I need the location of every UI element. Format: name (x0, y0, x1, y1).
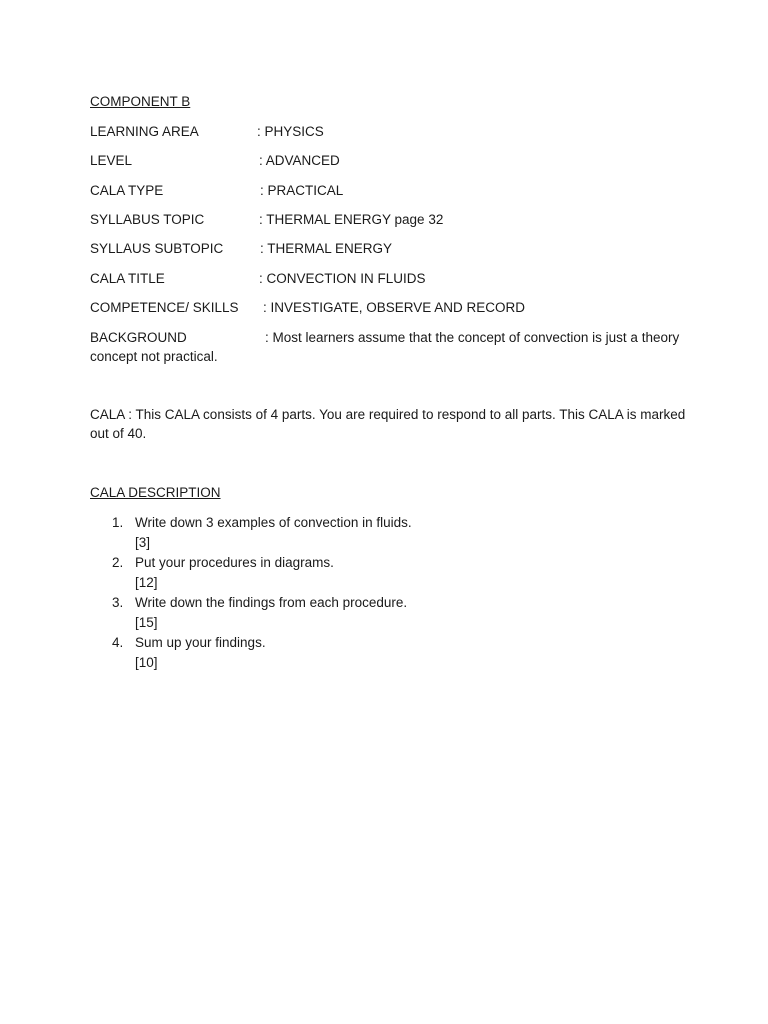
task-number: 4. (112, 635, 124, 650)
task-number: 3. (112, 595, 124, 610)
field-label: SYLLAUS SUBTOPIC (90, 241, 224, 256)
task-marks: [15] (135, 615, 158, 630)
field-level (90, 153, 690, 173)
field-learning-area (90, 124, 690, 144)
task-marks: [3] (135, 535, 151, 550)
field-value: : PRACTICAL (260, 183, 344, 198)
field-value: : THERMAL ENERGY (260, 241, 393, 256)
field-syllabus-topic (90, 212, 690, 232)
field-value: : Most learners assume that the concept of convection is just a theory (265, 330, 680, 345)
field-label: CALA TITLE (90, 271, 165, 286)
field-syllabus-subtopic (90, 241, 690, 261)
field-label: COMPETENCE/ SKILLS (90, 300, 239, 315)
field-value: : ADVANCED (259, 153, 340, 168)
task-text: Put your procedures in diagrams. (135, 555, 334, 570)
field-label: LEVEL (90, 153, 133, 168)
task-text: Sum up your findings. (135, 635, 266, 650)
task-number: 2. (112, 555, 124, 570)
field-cala-type (90, 183, 690, 203)
task-text: Write down the findings from each procedure. (135, 595, 408, 610)
field-cala-title (90, 271, 690, 291)
task-marks: [12] (135, 575, 158, 590)
field-label: CALA TYPE (90, 183, 164, 198)
component-heading: COMPONENT B (90, 94, 191, 109)
field-background (90, 330, 690, 350)
field-label: BACKGROUND (90, 330, 187, 345)
cala-intro-line-2: out of 40. (90, 426, 147, 441)
background-continuation: concept not practical. (90, 349, 218, 364)
task-text: Write down 3 examples of convection in fluids. (135, 515, 412, 530)
field-value: : INVESTIGATE, OBSERVE AND RECORD (263, 300, 526, 315)
description-heading: CALA DESCRIPTION (90, 485, 221, 500)
field-value: : THERMAL ENERGY page 32 (259, 212, 444, 227)
field-competence-skills (90, 300, 690, 320)
task-marks: [10] (135, 655, 158, 670)
task-number: 1. (112, 515, 124, 530)
field-value: : CONVECTION IN FLUIDS (259, 271, 426, 286)
cala-intro-line-1: CALA : This CALA consists of 4 parts. You are required to respond to all parts. This CALA is marked (90, 407, 686, 422)
field-label: LEARNING AREA (90, 124, 199, 139)
field-label: SYLLABUS TOPIC (90, 212, 205, 227)
field-value: : PHYSICS (257, 124, 324, 139)
